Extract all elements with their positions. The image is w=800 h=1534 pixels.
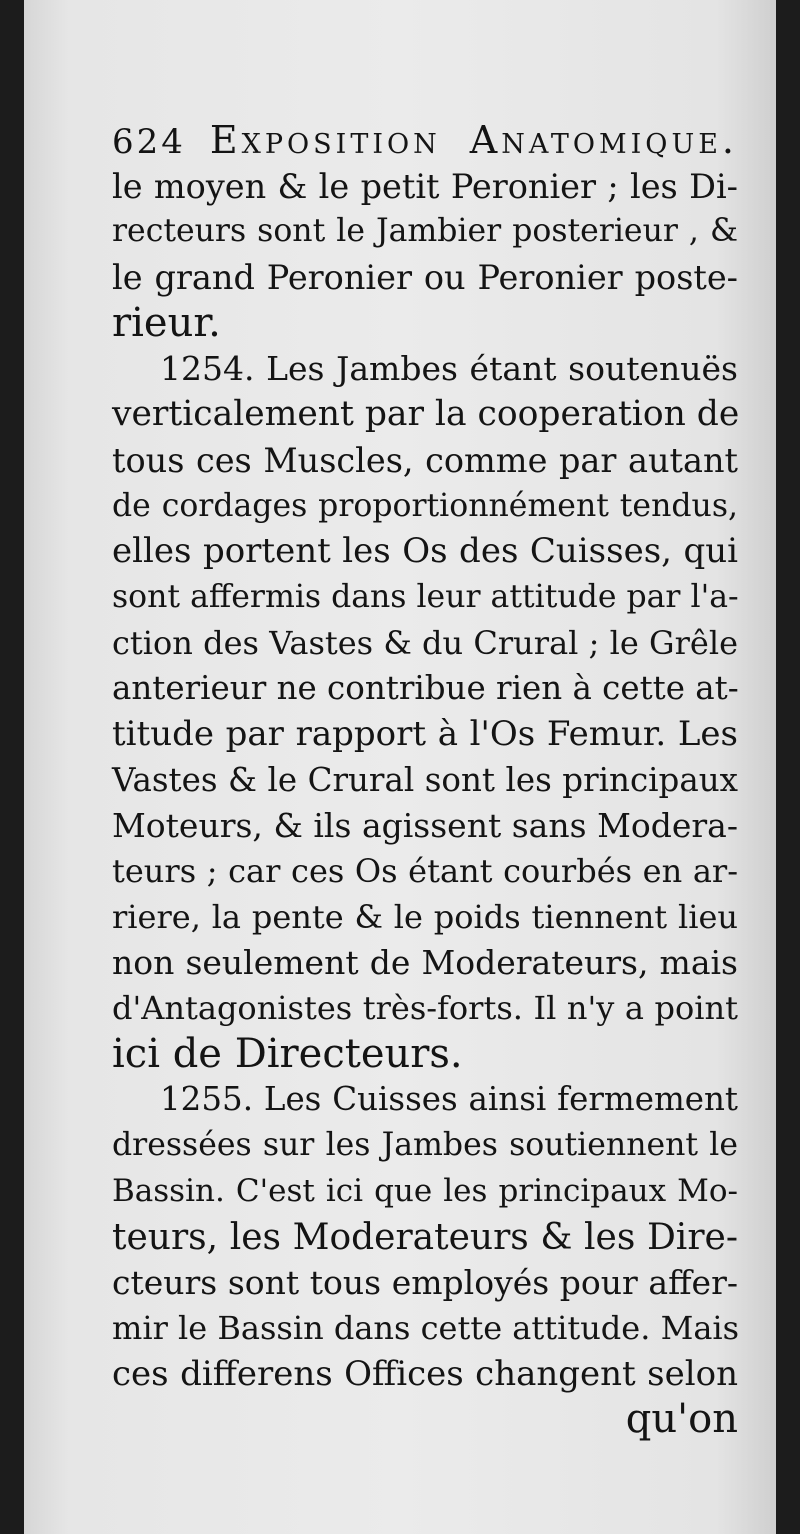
- text-line: dressées sur les Jambes soutiennent le: [112, 1127, 738, 1164]
- text-line: non seulement de Moderateurs, mais: [112, 943, 738, 983]
- running-title: Exposition Anatomique.: [209, 118, 738, 162]
- text-line: recteurs sont le Jambier posterieur , &: [112, 213, 738, 250]
- text-line: d'Antagonistes très-forts. Il n'y a point: [112, 989, 738, 1028]
- paragraph-start: 1254. Les Jambes étant soutenuës: [160, 349, 738, 389]
- text-line: sont affermis dans leur attitude par l'a-: [112, 578, 739, 615]
- text-line: ici de Directeurs.: [112, 1030, 463, 1077]
- text-line: verticalement par la cooperation de: [112, 394, 740, 435]
- catchword: qu'on: [625, 1396, 738, 1443]
- text-line: Vastes & le Crural sont les principaux: [112, 760, 738, 799]
- text-line: titude par rapport à l'Os Femur. Les: [112, 713, 738, 754]
- text-line: Bassin. C'est ici que les principaux Mo-: [112, 1172, 738, 1209]
- text-line: le grand Peronier ou Peronier poste-: [112, 258, 738, 298]
- page-number: 624: [112, 122, 186, 162]
- text-line: cteurs sont tous employés pour affer-: [112, 1263, 738, 1303]
- text-line: elles portent les Os des Cuisses, qui: [112, 531, 738, 572]
- text-line: mir le Bassin dans cette attitude. Mais: [112, 1308, 740, 1347]
- text-line: teurs, les Moderateurs & les Dire-: [112, 1216, 738, 1258]
- page-text: [112, 118, 738, 1443]
- text-line: ction des Vastes & du Crural ; le Grêle: [112, 623, 738, 662]
- text-line: teurs ; car ces Os étant courbés en ar-: [112, 852, 738, 890]
- text-line: tous ces Muscles, comme par autant: [112, 440, 738, 480]
- paragraph-start: 1255. Les Cuisses ainsi fermement: [160, 1080, 738, 1119]
- text-line: rieur.: [112, 299, 221, 346]
- text-line: le moyen & le petit Peronier ; les Di-: [112, 166, 738, 206]
- text-line: anterieur ne contribue rien à cette at-: [112, 669, 739, 708]
- text-line: riere, la pente & le poids tiennent lieu: [112, 897, 738, 936]
- text-line: Moteurs, & ils agissent sans Modera-: [112, 806, 738, 846]
- text-line: ces differens Offices changent selon: [112, 1353, 738, 1394]
- text-line: de cordages proportionnément tendus,: [112, 487, 738, 524]
- page-header: [112, 118, 738, 164]
